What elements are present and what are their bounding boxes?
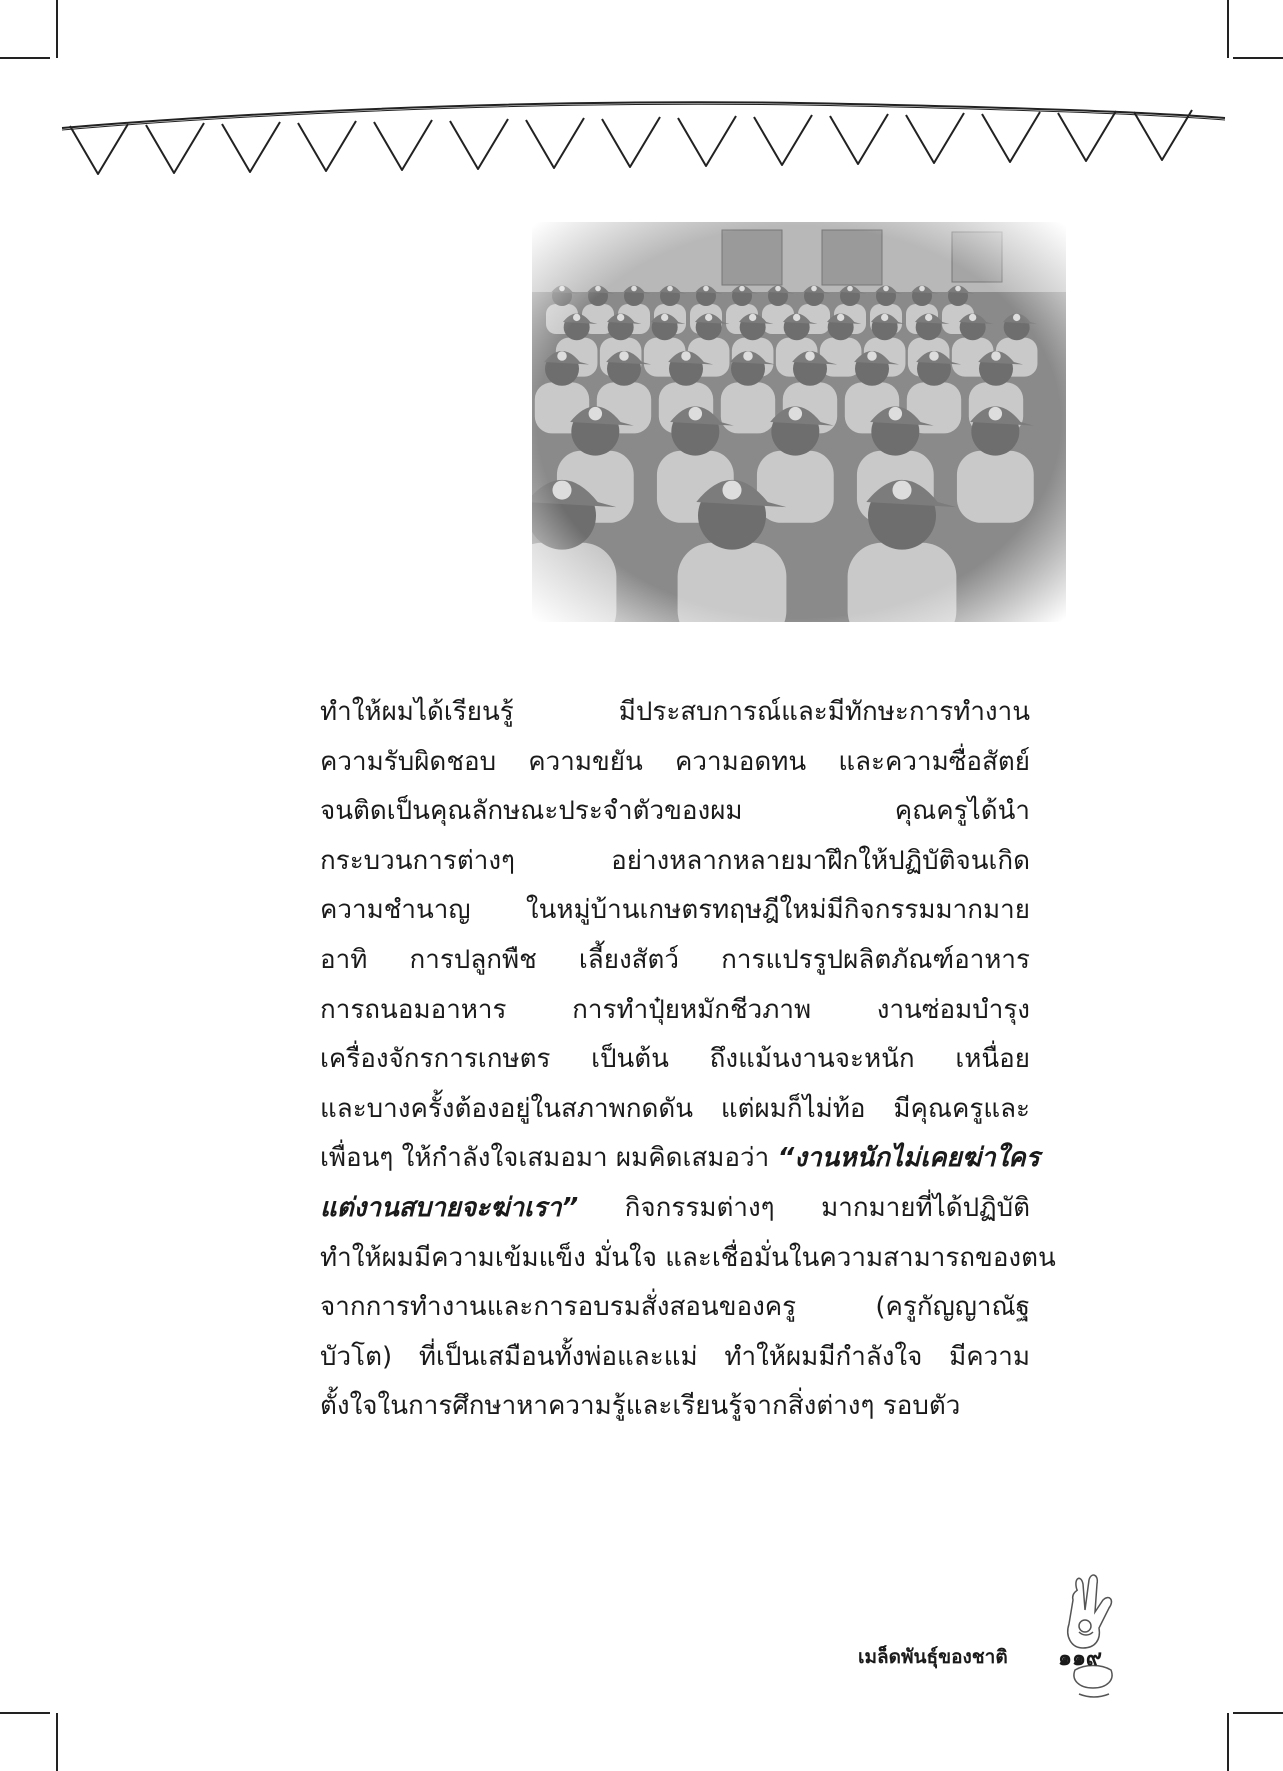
body-line: [320, 738, 1030, 788]
body-line: [320, 787, 1030, 837]
crop-mark-top-left-h: [0, 57, 50, 59]
bunting-flag: [70, 124, 128, 174]
body-line: [320, 1085, 1030, 1135]
line-text: อาทิ การปลูกพืช เลี้ยงสัตว์ การแปรรูปผลิตภัณฑ์อาหาร: [320, 944, 1030, 975]
body-line: [320, 936, 1030, 986]
line-text: บัวโต) ที่เป็นเสมือนทั้งพ่อและแม่ ทำให้ผมมีกำลังใจ มีความ: [320, 1341, 1030, 1372]
body-line: [320, 1184, 1030, 1234]
crop-mark-bottom-left-v: [56, 1713, 58, 1771]
line-text: จนติดเป็นคุณลักษณะประจำตัวของผม คุณครูได้นำ: [320, 796, 1030, 827]
line-text: ทำให้ผมได้เรียนรู้ มีประสบการณ์และมีทักษะการทำงาน: [320, 697, 1030, 727]
bunting-flag: [374, 120, 432, 170]
crop-mark-bottom-right-v: [1227, 1713, 1229, 1771]
body-line: [320, 1234, 1056, 1284]
line-text: ตั้งใจในการศึกษาหาความรู้และเรียนรู้จากสิ่งต่างๆ รอบตัว: [320, 1391, 961, 1422]
line-text: จากการทำงานและการอบรมสั่งสอนของครู (ครูกัญญาณัฐ: [320, 1292, 1030, 1323]
bunting-flag: [678, 116, 736, 166]
bunting-decoration: [0, 90, 1283, 200]
body-line: [320, 1035, 1030, 1085]
bunting-flag: [906, 113, 964, 163]
body-line: [320, 886, 1030, 936]
line-text: และบางครั้งต้องอยู่ในสภาพกดดัน แต่ผมก็ไม่ท้อ มีคุณครูและ: [320, 1093, 1030, 1124]
body-line: [320, 837, 1030, 887]
bunting-flag: [830, 114, 888, 164]
line-text: การถนอมอาหาร การทำปุ๋ยหมักชีวภาพ งานซ่อมบำรุง: [320, 994, 1030, 1025]
crop-mark-top-right-v: [1227, 0, 1229, 58]
line-text: ความชำนาญ ในหมู่บ้านเกษตรทฤษฎีใหม่มีกิจกรรมมากมาย: [320, 895, 1030, 926]
photo-students-auditorium: [532, 222, 1066, 622]
bunting-flag: [298, 121, 356, 171]
footer-book-title: เมล็ดพันธุ์ของชาติ: [858, 1646, 1008, 1668]
page-number: ๑๑๙: [1058, 1646, 1103, 1671]
body-line: [320, 1333, 1030, 1383]
crop-mark-top-right-h: [1233, 57, 1283, 59]
body-line: [320, 1134, 1040, 1184]
bunting-flag: [450, 119, 508, 169]
line-text: ทำให้ผมมีความเข้มแข็ง มั่นใจ และเชื่อมั่นในความสามารถของตน: [320, 1242, 1056, 1273]
bunting-flag: [222, 122, 280, 172]
line-text: กระบวนการต่างๆ อย่างหลากหลายมาฝึกให้ปฏิบัติจนเกิด: [320, 845, 1030, 876]
line-text: ความรับผิดชอบ ความขยัน ความอดทน และความซื่อสัตย์: [320, 746, 1030, 777]
crop-mark-top-left-v: [56, 0, 58, 58]
line-text: กิจกรรมต่างๆ มากมายที่ได้ปฏิบัติ: [578, 1192, 1030, 1223]
quote-text: แต่งานสบายจะฆ่าเรา”: [320, 1192, 579, 1223]
body-line: [320, 986, 1030, 1036]
bunting-flag: [146, 123, 204, 173]
bunting-flag: [754, 115, 812, 165]
bunting-flag: [526, 118, 584, 168]
body-line: [320, 1382, 1030, 1432]
body-paragraph: [320, 688, 1056, 1432]
line-text: เพื่อนๆ ให้กำลังใจเสมอมา ผมคิดเสมอว่า: [320, 1143, 778, 1174]
body-line: [320, 1283, 1030, 1333]
bunting-flag: [982, 112, 1040, 162]
line-text: เครื่องจักรการเกษตร เป็นต้น ถึงแม้นงานจะหนัก เหนื่อย: [320, 1044, 1030, 1075]
crop-mark-bottom-right-h: [1233, 1712, 1283, 1714]
body-line: [320, 688, 1030, 738]
bunting-flag: [602, 117, 660, 167]
quote-text: “งานหนักไม่เคยฆ่าใคร: [777, 1143, 1040, 1174]
crop-mark-bottom-left-h: [0, 1712, 50, 1714]
bunting-flag: [1058, 111, 1116, 161]
